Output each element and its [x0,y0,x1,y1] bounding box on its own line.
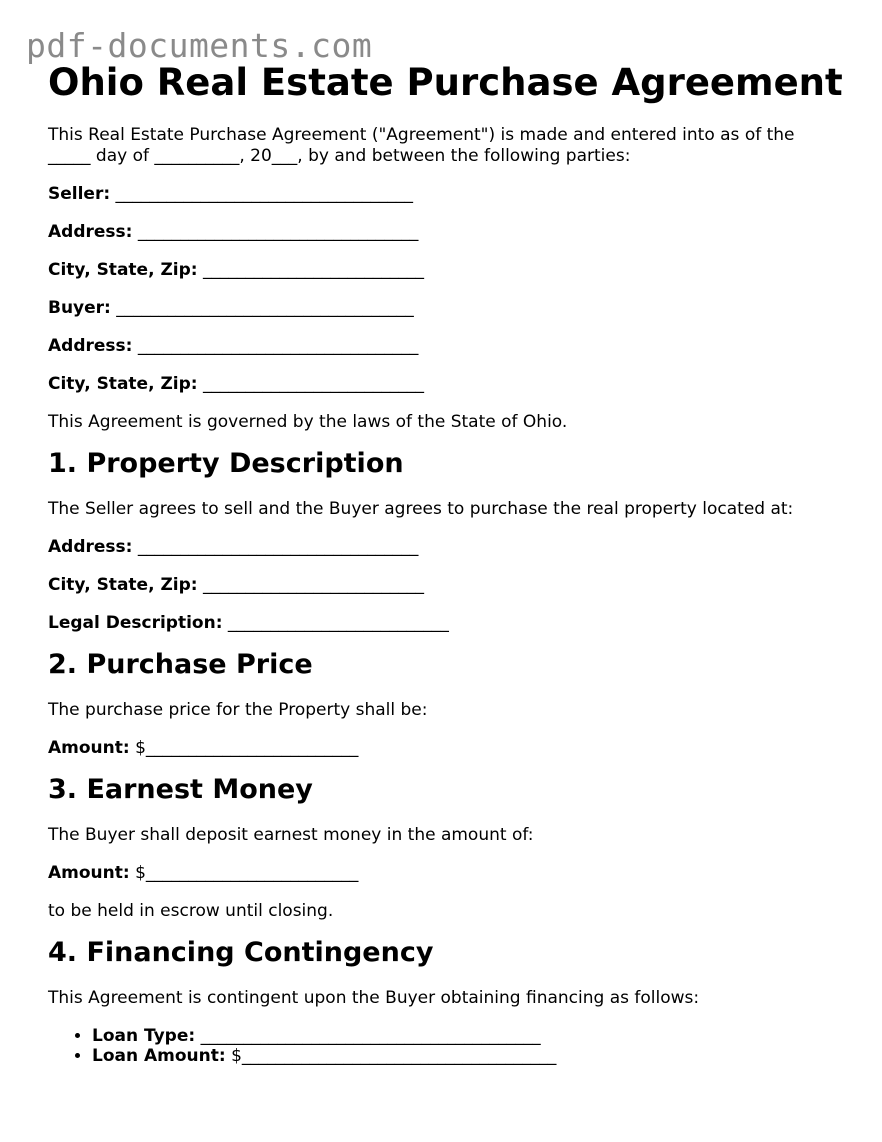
document-body [48,125,848,1066]
buyer-address-field [48,336,848,357]
field-label: Amount: [48,738,130,758]
field-blank[interactable]: __________________________ [202,374,424,394]
seller-city-field [48,260,848,281]
field-label: Address: [48,537,133,557]
field-label: City, State, Zip: [48,260,198,280]
field-label: Legal Description: [48,613,223,633]
field-label: Amount: [48,863,130,883]
field-label: Address: [48,222,133,242]
field-blank[interactable]: ___________________________________ [116,298,414,318]
field-blank[interactable]: ___________________________________ [115,184,414,204]
field-blank[interactable]: $_________________________ [135,863,359,883]
field-blank[interactable]: ________________________________________ [200,1026,541,1046]
intro-line-2: _____ day of __________, 20___, by and between the following parties: [48,146,631,166]
intro-line-1: This Real Estate Purchase Agreement ("Agreement") is made and entered into as of the [48,125,795,145]
field-label: Loan Type: [92,1026,196,1046]
section-3-heading: 3. Earnest Money [48,774,313,805]
field-label: Seller: [48,184,111,204]
field-label: City, State, Zip: [48,374,198,394]
governing-law-text: This Agreement is governed by the laws of the State of Ohio. [48,412,568,432]
watermark: pdf-documents.com [26,26,373,65]
seller-field [48,184,848,205]
financing-list [48,1026,848,1066]
field-blank[interactable]: __________________________ [227,613,449,633]
earnest-amount-field [48,863,848,884]
buyer-field [48,298,848,319]
field-blank[interactable]: _________________________________ [137,222,419,242]
legal-description-field [48,613,848,634]
purchase-amount-field [48,738,848,759]
section-4-heading: 4. Financing Contingency [48,937,434,968]
field-blank[interactable]: __________________________ [202,575,424,595]
section-2-lead: The purchase price for the Property shall be: [48,700,428,720]
seller-address-field [48,222,848,243]
field-label: Address: [48,336,133,356]
buyer-city-field [48,374,848,395]
section-4-lead: This Agreement is contingent upon the Buyer obtaining financing as follows: [48,988,700,1008]
section-1-heading: 1. Property Description [48,448,404,479]
list-item [92,1046,848,1066]
field-blank[interactable]: _________________________________ [137,537,419,557]
field-blank[interactable]: _________________________________ [137,336,419,356]
field-blank[interactable]: $_____________________________________ [231,1046,557,1066]
property-address-field [48,537,848,558]
section-3-lead: The Buyer shall deposit earnest money in the amount of: [48,825,534,845]
field-blank[interactable]: $_________________________ [135,738,359,758]
section-1-lead: The Seller agrees to sell and the Buyer agrees to purchase the real property located at: [48,499,794,519]
field-label: Loan Amount: [92,1046,226,1066]
field-label: City, State, Zip: [48,575,198,595]
list-item [92,1026,848,1046]
field-label: Buyer: [48,298,111,318]
field-blank[interactable]: __________________________ [202,260,424,280]
property-city-field [48,575,848,596]
document-title: Ohio Real Estate Purchase Agreement [48,61,843,104]
section-2-heading: 2. Purchase Price [48,649,313,680]
escrow-text: to be held in escrow until closing. [48,901,334,921]
